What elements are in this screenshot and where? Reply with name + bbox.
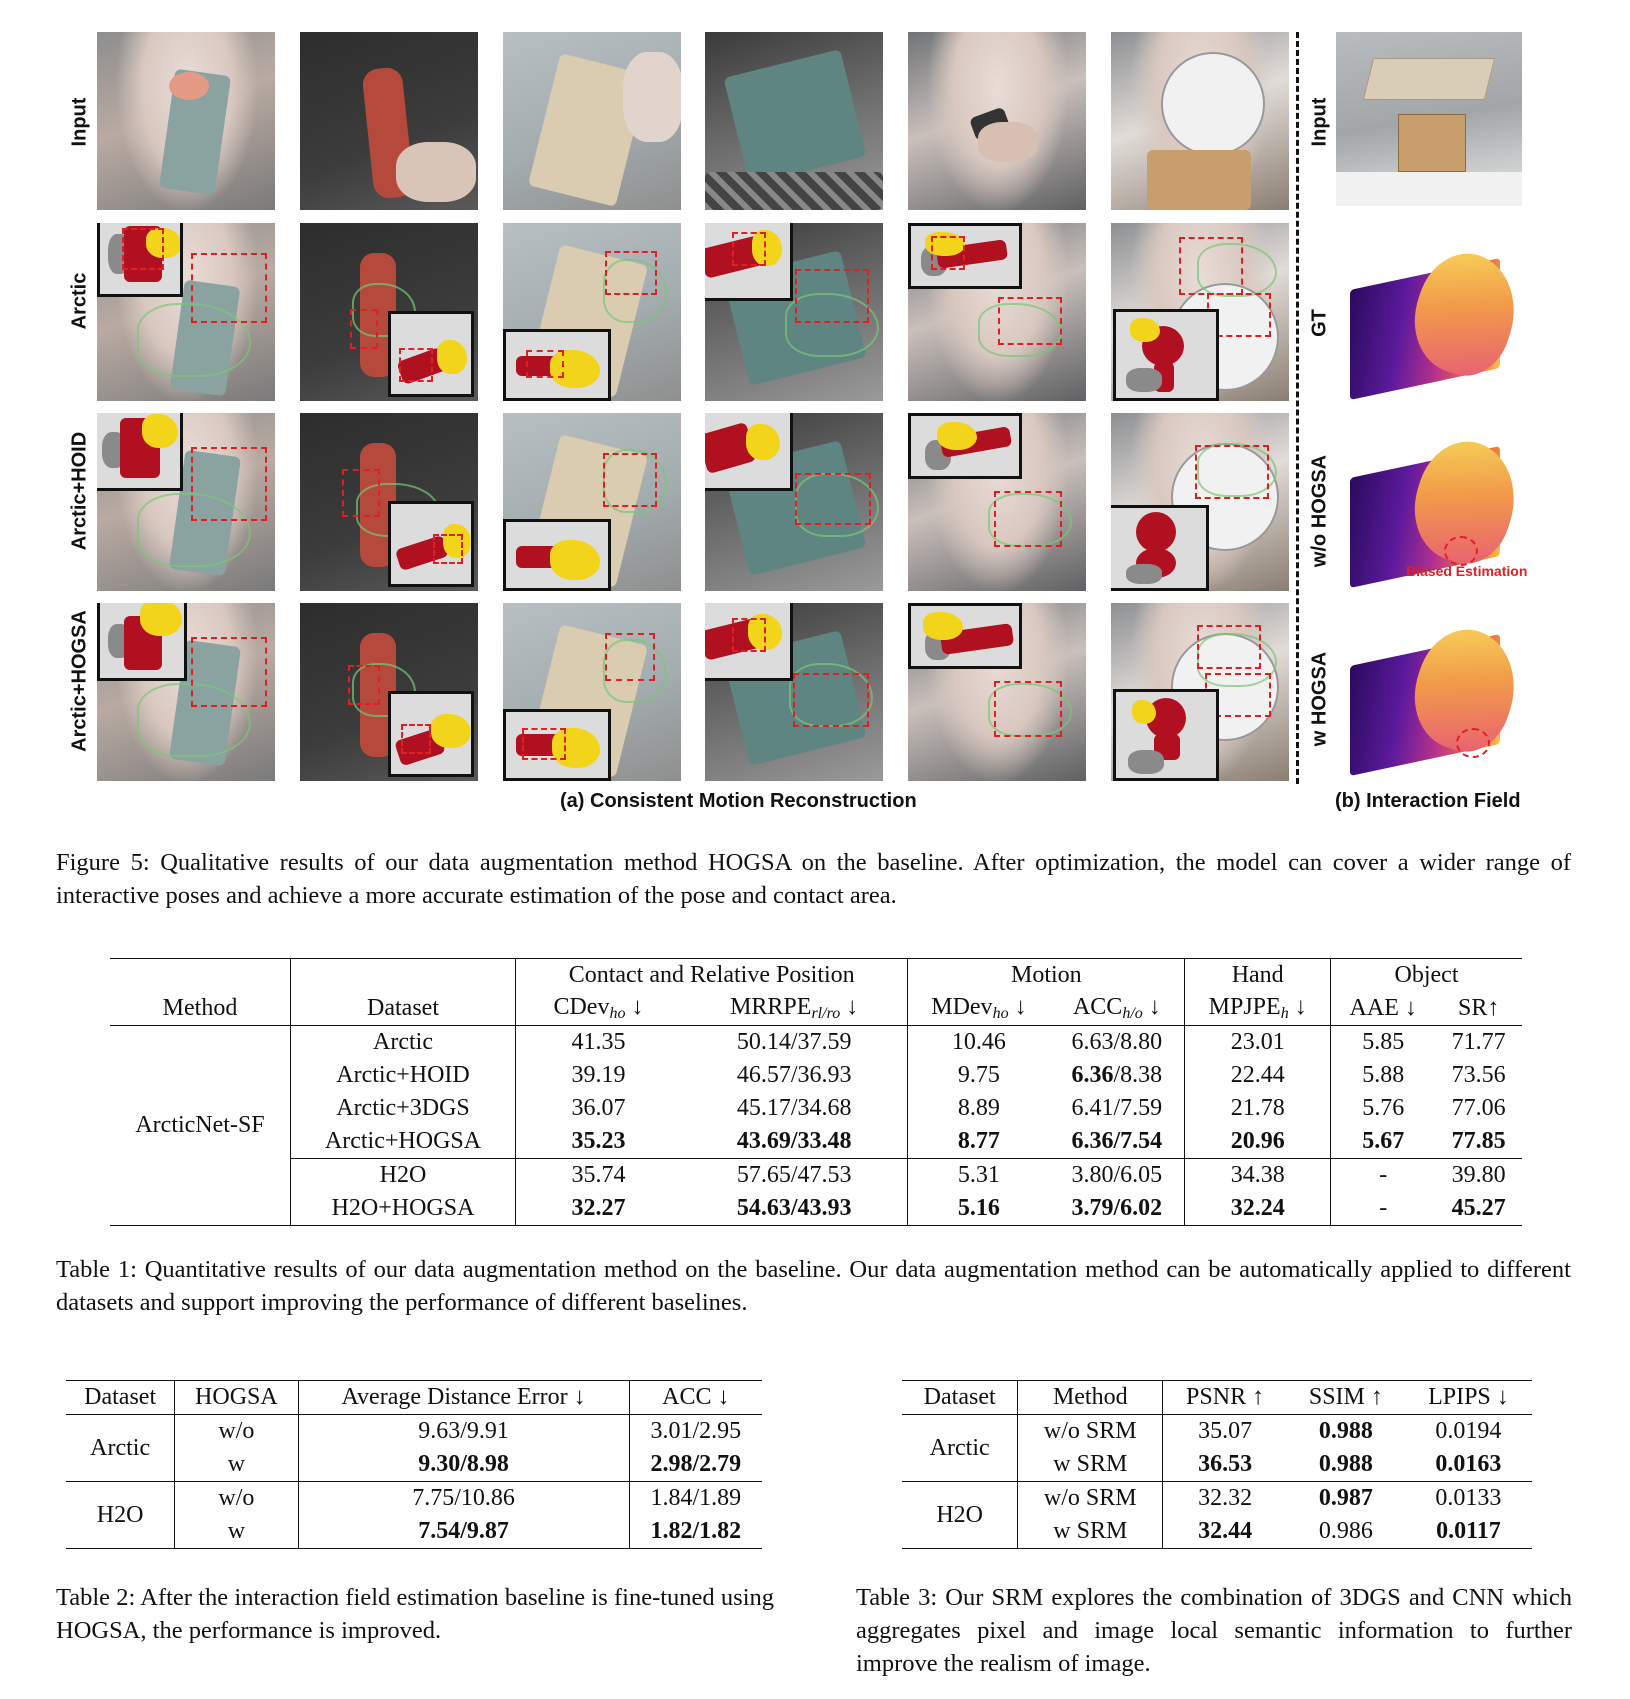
arctic-hoid-image-6 [1111, 413, 1289, 591]
arctic-hogsa-image-4 [705, 603, 883, 781]
arctic-image-3 [503, 223, 681, 401]
arctic-image-5 [908, 223, 1086, 401]
table-row: w 9.30/8.98 2.98/2.79 [66, 1448, 762, 1482]
t2-header-hogsa: HOGSA [175, 1381, 298, 1415]
table-3-caption: Table 3: Our SRM explores the combination of 3DGS and CNN which aggregates pixel and image local semantic information to further improve the realism of image. [856, 1584, 1572, 1677]
input-image-2 [300, 32, 478, 210]
arctic-hogsa-inset-4 [705, 603, 793, 681]
figure-5: Input Arctic Arctic+HOID Arctic+HOGSA Input GT w/o HOGSA w HOGSA Biased Estimation (a) Consistent Motion Reconstruction (b) Interaction Field [0, 0, 1630, 830]
arctic-hoid-image-4 [705, 413, 883, 591]
input-image-4 [705, 32, 883, 210]
biased-estimation-label: Biased Estimation [1406, 563, 1528, 579]
subcaption-a: (a) Consistent Motion Reconstruction [560, 790, 917, 812]
t3-header-method: Method [1018, 1381, 1163, 1415]
arctic-hoid-image-2 [300, 413, 478, 591]
table-row: w 7.54/9.87 1.82/1.82 [66, 1515, 762, 1549]
field-gt-image [1336, 234, 1522, 412]
input-image-1 [97, 32, 275, 210]
group-object: Object [1331, 959, 1522, 993]
arctic-image-2 [300, 223, 478, 401]
header-mdev: MDev$_{ho}$ ↓ [908, 992, 1050, 1026]
t2-header-acc: ACC ↓ [629, 1381, 762, 1415]
subcaption-b: (b) Interaction Field [1335, 790, 1521, 812]
arctic-hoid-inset-2 [388, 501, 474, 587]
table-row: Arctic+HOGSA 35.23 43.69/33.48 8.77 6.36/7.54 20.96 5.67 77.85 [110, 1125, 1522, 1159]
arctic-hoid-inset-4 [705, 413, 793, 491]
table-2-caption: Table 2: After the interaction field estimation baseline is fine-tuned using HOGSA, the performance is improved. [56, 1584, 774, 1644]
field-w-hogsa-image [1336, 610, 1522, 788]
table-3 [902, 1380, 1532, 1549]
table-row: H2O 35.74 57.65/47.53 5.31 3.80/6.05 34.38 - 39.80 [110, 1159, 1522, 1193]
arctic-inset-1 [97, 223, 183, 297]
t2-header-dataset: Dataset [84, 1384, 157, 1410]
arctic-inset-5 [908, 223, 1022, 289]
arctic-hogsa-image-1 [97, 603, 275, 781]
table-row: ArcticNet-SF Arctic 41.35 50.14/37.59 10.46 6.63/8.80 23.01 5.85 71.77 [110, 1026, 1522, 1060]
arctic-hogsa-inset-5 [908, 603, 1022, 669]
header-mpjpe: $MPJPE_h$ ↓ [1185, 992, 1331, 1026]
group-contact-relative-position: Contact and Relative Position [516, 959, 908, 993]
table-1-caption: Table 1: Quantitative results of our data augmentation method on the baseline. Our data augmentation method can be automatically applied to different datasets and support improving the performance of different baselines. [56, 1256, 1571, 1316]
table-1 [110, 958, 1522, 1226]
table-row: H2O+HOGSA 32.27 54.63/43.93 5.16 3.79/6.02 32.24 - 45.27 [110, 1192, 1522, 1226]
figure-5-caption: Figure 5: Qualitative results of our data augmentation method HOGSA on the baseline. After optimization, the model can cover a wider range of interactive poses and achieve a more accurate estimation of the pose and contact area. [56, 849, 1571, 909]
t3-header-dataset: Dataset [923, 1384, 996, 1410]
arctic-hogsa-image-3 [503, 603, 681, 781]
arctic-hoid-inset-3 [503, 519, 611, 591]
group-hand: Hand [1185, 959, 1331, 993]
arctic-image-1 [97, 223, 275, 401]
t3-header-lpips: LPIPS ↓ [1428, 1384, 1509, 1410]
header-acc: $ACC_{h/o}$ ↓ [1072, 994, 1161, 1022]
input-image-5 [908, 32, 1086, 210]
header-cdev: CDev$_{ho}$ ↓ [516, 992, 681, 1026]
t3-header-ssim: SSIM ↑ [1308, 1384, 1383, 1410]
table-row: Arctic+HOID 39.19 46.57/36.93 9.75 6.36/8.38 22.44 5.88 73.56 [110, 1059, 1522, 1092]
field-input-image [1336, 32, 1522, 206]
arctic-hoid-image-5 [908, 413, 1086, 591]
arctic-hogsa-inset-2 [388, 691, 474, 777]
table-row: H2O w/o SRM 32.32 0.987 0.0133 [902, 1482, 1532, 1516]
table-row: H2O w/o 7.75/10.86 1.84/1.89 [66, 1482, 762, 1516]
arctic-hogsa-image-5 [908, 603, 1086, 781]
header-dataset: Dataset [291, 992, 516, 1026]
t3-header-psnr: PSNR ↑ [1163, 1381, 1287, 1415]
input-image-3 [503, 32, 681, 210]
arctic-hogsa-image-2 [300, 603, 478, 781]
figure-divider [1296, 32, 1299, 784]
header-method: Method [162, 995, 238, 1021]
arctic-image-6 [1111, 223, 1289, 401]
arctic-hoid-image-1 [97, 413, 275, 591]
header-sr: SR↑ [1457, 995, 1500, 1021]
arctic-hoid-inset-1 [97, 413, 183, 491]
arctic-hoid-inset-5 [908, 413, 1022, 479]
arctic-hoid-inset-6 [1111, 505, 1209, 591]
table-row: w SRM 36.53 0.988 0.0163 [902, 1448, 1532, 1482]
group-motion: Motion [908, 959, 1185, 993]
table-row: Arctic+3DGS 36.07 45.17/34.68 8.89 6.41/7.59 21.78 5.76 77.06 [110, 1092, 1522, 1125]
table-row: Arctic w/o SRM 35.07 0.988 0.0194 [902, 1415, 1532, 1449]
header-aae: AAE ↓ [1331, 992, 1436, 1026]
method-cell: ArcticNet-SF [110, 1026, 291, 1226]
header-mrrpe: $MRRPE_{rl/ro}$ ↓ [730, 994, 859, 1022]
arctic-inset-2 [388, 311, 474, 397]
arctic-hogsa-inset-1 [97, 603, 187, 681]
arctic-image-4 [705, 223, 883, 401]
arctic-inset-4 [705, 223, 793, 301]
arctic-inset-6 [1113, 309, 1219, 401]
t2-header-ade: Average Distance Error ↓ [298, 1381, 629, 1415]
arctic-inset-3 [503, 329, 611, 401]
arctic-hoid-image-3 [503, 413, 681, 591]
arctic-hogsa-inset-3 [503, 709, 611, 781]
input-image-6 [1111, 32, 1289, 210]
table-row: w SRM 32.44 0.986 0.0117 [902, 1515, 1532, 1549]
arctic-hogsa-inset-6 [1113, 689, 1219, 781]
table-row: Arctic w/o 9.63/9.91 3.01/2.95 [66, 1415, 762, 1449]
table-2 [66, 1380, 762, 1549]
arctic-hogsa-image-6 [1111, 603, 1289, 781]
